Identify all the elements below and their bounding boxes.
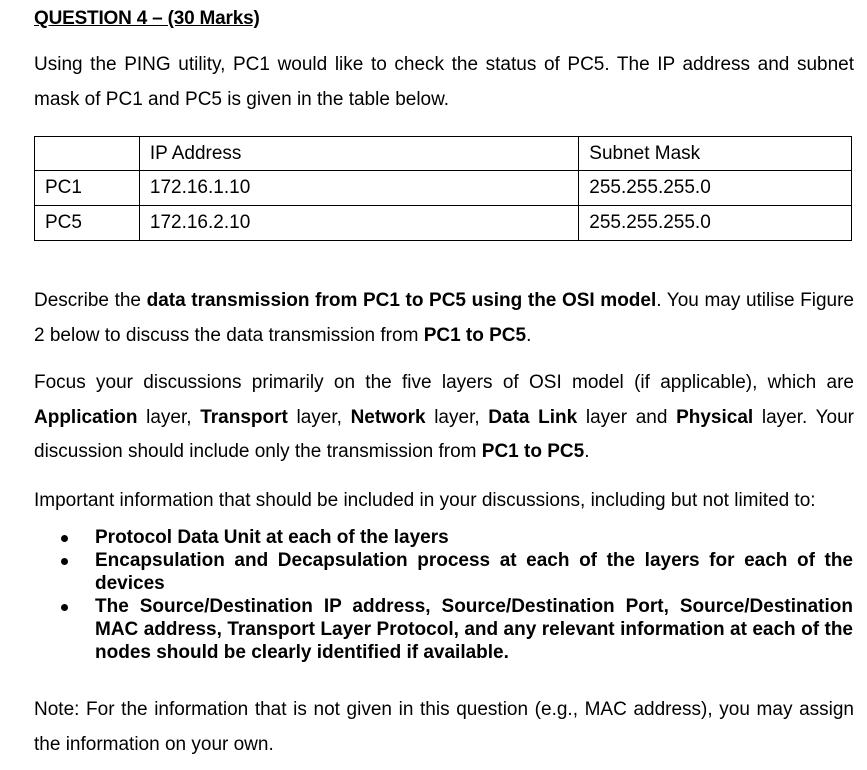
- text-run: . You may utilise Figure 2 below to discuss the data transmission from: [34, 290, 854, 346]
- focus-paragraph: [34, 366, 854, 470]
- text-run: Describe the: [34, 290, 147, 311]
- table-cell: 172.16.1.10: [139, 171, 578, 206]
- table-cell: PC1: [35, 171, 140, 206]
- important-paragraph: Important information that should be included in your discussions, including but not limited to:: [34, 490, 816, 511]
- bold-run: Transport: [200, 406, 288, 428]
- text-run: layer and: [577, 406, 677, 428]
- text-run: layer,: [425, 406, 489, 428]
- text-run: .: [526, 324, 532, 346]
- bold-run: Physical: [676, 406, 754, 428]
- ip-address-table: [34, 136, 852, 241]
- note-paragraph: Note: For the information that is not given in this question (e.g., MAC address), you may assign the information on your own.: [34, 699, 854, 755]
- list-item: [55, 549, 853, 595]
- list-item: [55, 526, 853, 549]
- table-row: [35, 206, 852, 241]
- bold-run: Network: [350, 406, 426, 428]
- table-header-row: [35, 137, 852, 171]
- requirements-list: [55, 526, 853, 664]
- list-item-text: Protocol Data Unit at each of the layers: [95, 527, 449, 548]
- bullet-icon: [61, 535, 68, 542]
- bold-run: data transmission from PC1 to PC5 using the OSI model: [146, 290, 657, 311]
- intro-paragraph: Using the PING utility, PC1 would like to check the status of PC5. The IP address and subnet mask of PC1 and PC5 is given in the table below.: [34, 54, 854, 110]
- list-item: [55, 595, 853, 664]
- bold-run: PC1 to PC5: [481, 441, 585, 462]
- question-heading: QUESTION 4 – (30 Marks): [34, 8, 260, 29]
- table-header-cell: Subnet Mask: [579, 137, 852, 171]
- table-cell: PC5: [35, 206, 140, 241]
- bullet-icon: [61, 604, 68, 611]
- table-header-cell: [35, 137, 140, 171]
- bold-run: Data Link: [488, 406, 578, 428]
- text-run: layer. Your discussion should include only the transmission from: [34, 406, 854, 462]
- table-cell: 172.16.2.10: [139, 206, 578, 241]
- text-run: Focus your discussions primarily on the five layers of OSI model (if applicable), which are: [34, 372, 854, 393]
- bullet-icon: [61, 558, 68, 565]
- text-run: .: [584, 441, 590, 462]
- table-header-cell: IP Address: [139, 137, 578, 171]
- list-item-text: Encapsulation and Decapsulation process at each of the layers for each of the devices: [95, 550, 853, 594]
- describe-paragraph: [34, 284, 854, 353]
- table-row: [35, 171, 852, 206]
- bold-run: PC1 to PC5: [423, 324, 527, 346]
- text-run: layer,: [137, 406, 201, 428]
- table-cell: 255.255.255.0: [579, 171, 852, 206]
- table-cell: 255.255.255.0: [579, 206, 852, 241]
- text-run: layer,: [287, 406, 351, 428]
- list-item-text: The Source/Destination IP address, Source/Destination Port, Source/Destination MAC address, Transport Layer Protocol, and any relevant information at each of the nodes should be clearly identified if available.: [95, 596, 853, 663]
- bold-run: Application: [34, 406, 138, 428]
